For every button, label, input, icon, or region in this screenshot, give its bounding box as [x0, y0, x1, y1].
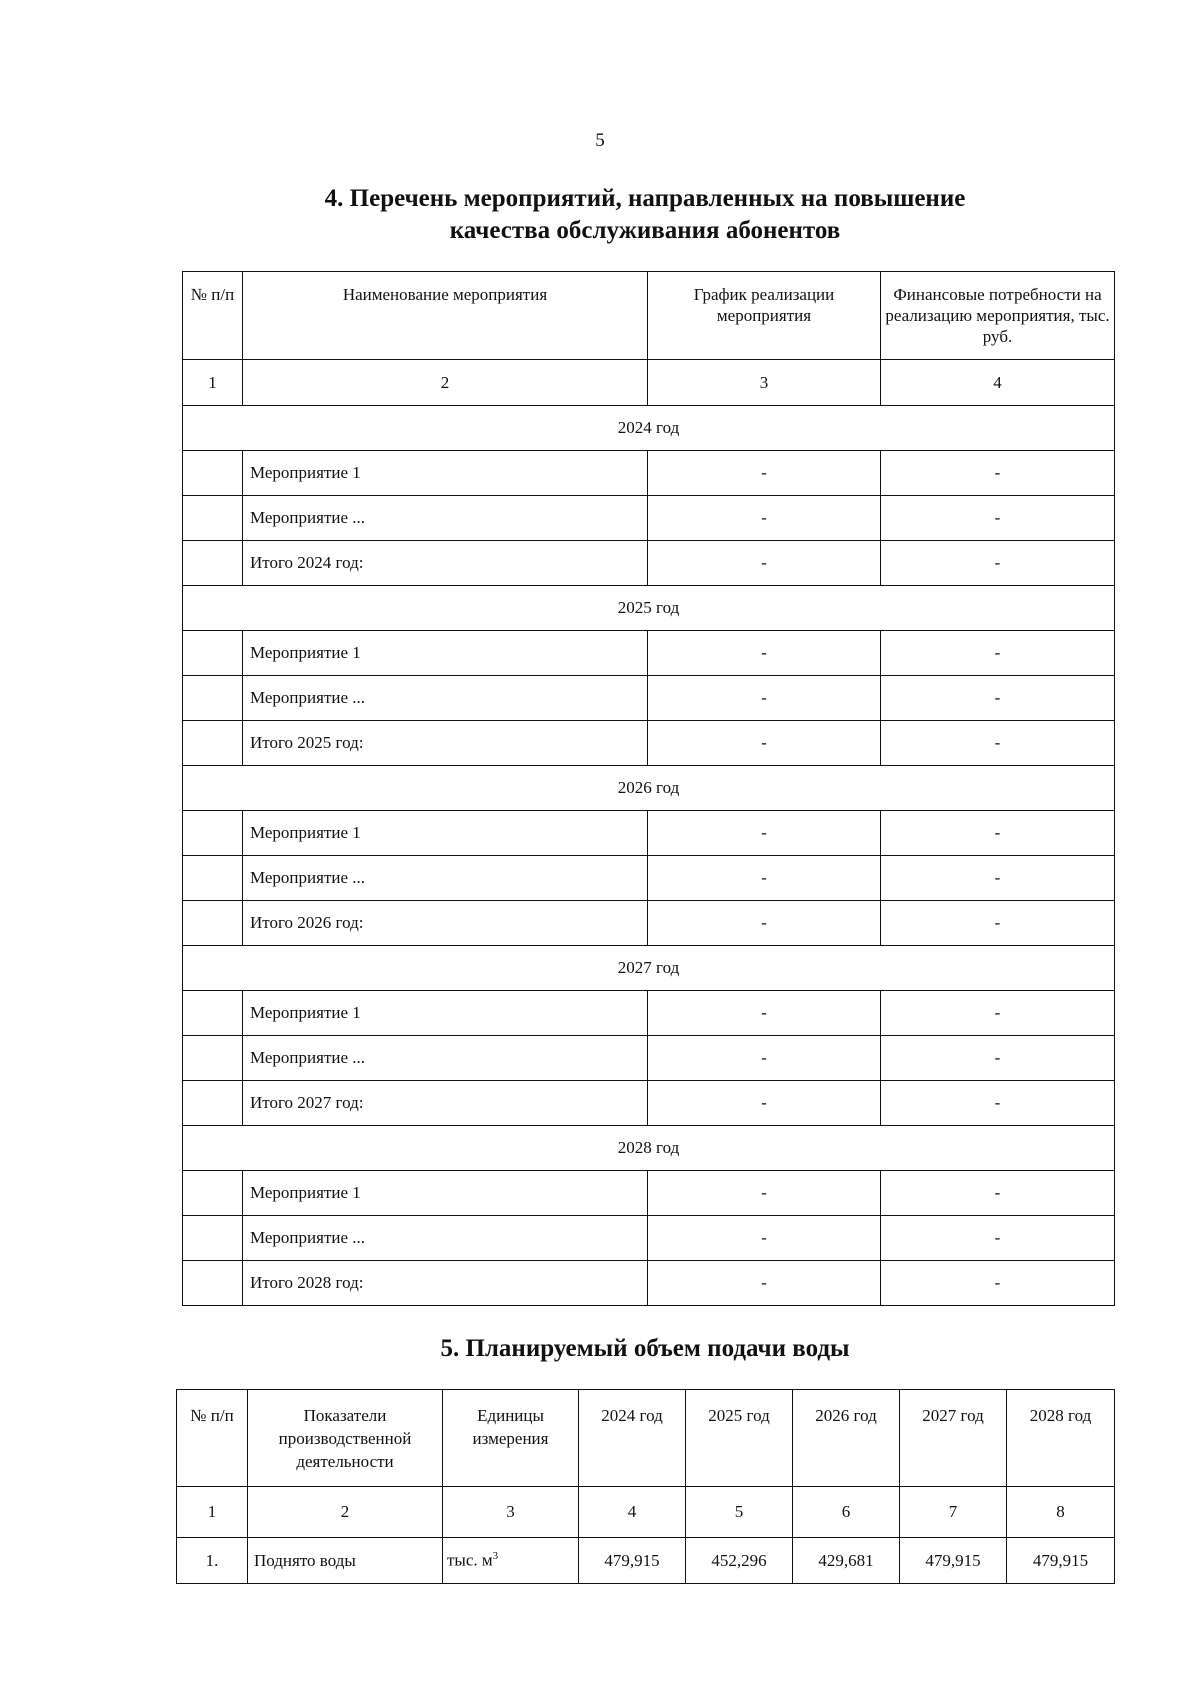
row-number: 1.: [177, 1538, 248, 1584]
measure-finance: -: [881, 721, 1115, 766]
column-numbers-row: [183, 360, 1115, 406]
measure-schedule: -: [648, 1261, 881, 1306]
row-number-cell: [183, 541, 243, 586]
column-number: 8: [1007, 1487, 1115, 1538]
row-number-cell: [183, 496, 243, 541]
year-label: 2026 год: [183, 766, 1115, 811]
row-number-cell: [183, 991, 243, 1036]
measure-finance: -: [881, 541, 1115, 586]
header-cell: № п/п: [183, 272, 243, 360]
measure-row: [183, 676, 1115, 721]
measure-row: [183, 856, 1115, 901]
section-5-title: 5. Планируемый объем подачи воды: [440, 1335, 850, 1362]
measure-schedule: -: [648, 676, 881, 721]
water-table-header: [177, 1390, 1115, 1487]
column-number: 5: [686, 1487, 793, 1538]
header-cell: 2026 год: [793, 1390, 900, 1487]
measure-name: Мероприятие ...: [243, 676, 648, 721]
measure-schedule: -: [648, 1216, 881, 1261]
measure-name: Мероприятие 1: [243, 811, 648, 856]
water-row: [177, 1538, 1115, 1584]
indicator-name: Поднято воды: [248, 1538, 443, 1584]
measures-table: [182, 271, 1115, 1306]
year-value: 429,681: [793, 1538, 900, 1584]
measure-name: Мероприятие ...: [243, 856, 648, 901]
year-row: [183, 586, 1115, 631]
header-cell: 2024 год: [579, 1390, 686, 1487]
measure-row: [183, 631, 1115, 676]
measures-table-header: [183, 272, 1115, 360]
header-cell: 2027 год: [900, 1390, 1007, 1487]
row-number-cell: [183, 676, 243, 721]
measure-name: Мероприятие 1: [243, 451, 648, 496]
measure-finance: -: [881, 1036, 1115, 1081]
row-number-cell: [183, 1261, 243, 1306]
column-number: 1: [183, 360, 243, 406]
measure-name: Мероприятие 1: [243, 1171, 648, 1216]
header-cell: 2025 год: [686, 1390, 793, 1487]
year-label: 2027 год: [183, 946, 1115, 991]
measure-name: Итого 2028 год:: [243, 1261, 648, 1306]
measure-finance: -: [881, 451, 1115, 496]
column-number: 3: [443, 1487, 579, 1538]
header-cell: Финансовые потребности на реализацию мероприятия, тыс. руб.: [881, 272, 1115, 360]
header-cell: № п/п: [177, 1390, 248, 1487]
section-4-title-line-2: качества обслуживания абонентов: [449, 217, 841, 244]
measure-row: [183, 1261, 1115, 1306]
year-value: 479,915: [1007, 1538, 1115, 1584]
measure-row: [183, 1216, 1115, 1261]
measure-row: [183, 721, 1115, 766]
row-number-cell: [183, 1216, 243, 1261]
column-number: 3: [648, 360, 881, 406]
measure-name: Итого 2025 год:: [243, 721, 648, 766]
measure-finance: -: [881, 991, 1115, 1036]
row-number-cell: [183, 1171, 243, 1216]
year-row: [183, 766, 1115, 811]
measure-schedule: -: [648, 991, 881, 1036]
column-number: 6: [793, 1487, 900, 1538]
column-number: 4: [579, 1487, 686, 1538]
measure-name: Мероприятие ...: [243, 496, 648, 541]
measure-row: [183, 991, 1115, 1036]
row-number-cell: [183, 856, 243, 901]
measure-finance: -: [881, 811, 1115, 856]
measure-schedule: -: [648, 451, 881, 496]
header-cell: Показатели производственной деятельности: [248, 1390, 443, 1487]
measure-name: Итого 2024 год:: [243, 541, 648, 586]
measure-finance: -: [881, 1171, 1115, 1216]
measure-schedule: -: [648, 496, 881, 541]
measure-name: Мероприятие 1: [243, 991, 648, 1036]
column-number: 2: [243, 360, 648, 406]
measure-schedule: -: [648, 901, 881, 946]
row-number-cell: [183, 1036, 243, 1081]
year-row: [183, 406, 1115, 451]
year-row: [183, 1126, 1115, 1171]
measure-row: [183, 811, 1115, 856]
column-numbers-row: [177, 1487, 1115, 1538]
measure-row: [183, 541, 1115, 586]
measure-finance: -: [881, 676, 1115, 721]
year-row: [183, 946, 1115, 991]
unit-text: тыс. м: [447, 1550, 493, 1570]
year-label: 2024 год: [183, 406, 1115, 451]
year-value: 479,915: [900, 1538, 1007, 1584]
page-number: 5: [595, 130, 605, 151]
column-number: 2: [248, 1487, 443, 1538]
measure-row: [183, 451, 1115, 496]
measure-finance: -: [881, 856, 1115, 901]
measure-row: [183, 1171, 1115, 1216]
measure-name: Мероприятие ...: [243, 1216, 648, 1261]
measure-row: [183, 1036, 1115, 1081]
unit-cell: [443, 1538, 579, 1584]
measure-schedule: -: [648, 541, 881, 586]
row-number-cell: [183, 451, 243, 496]
measure-finance: -: [881, 496, 1115, 541]
measure-schedule: -: [648, 1171, 881, 1216]
water-supply-table: [176, 1389, 1115, 1584]
measure-schedule: -: [648, 856, 881, 901]
header-cell: График реализации мероприятия: [648, 272, 881, 360]
section-4-title-line-1: 4. Перечень мероприятий, направленных на повышение: [324, 185, 966, 212]
measure-finance: -: [881, 901, 1115, 946]
column-number: 4: [881, 360, 1115, 406]
section-4-title: [170, 183, 1120, 247]
measure-schedule: -: [648, 721, 881, 766]
measure-finance: -: [881, 1081, 1115, 1126]
year-value: 479,915: [579, 1538, 686, 1584]
column-number: 1: [177, 1487, 248, 1538]
measure-schedule: -: [648, 811, 881, 856]
year-value: 452,296: [686, 1538, 793, 1584]
measure-schedule: -: [648, 631, 881, 676]
measure-finance: -: [881, 1216, 1115, 1261]
measure-finance: -: [881, 1261, 1115, 1306]
unit-superscript: 3: [492, 1550, 499, 1563]
row-number-cell: [183, 901, 243, 946]
measure-row: [183, 1081, 1115, 1126]
row-number-cell: [183, 811, 243, 856]
header-cell: 2028 год: [1007, 1390, 1115, 1487]
measure-name: Мероприятие ...: [243, 1036, 648, 1081]
header-cell: Наименование мероприятия: [243, 272, 648, 360]
header-cell: Единицы измерения: [443, 1390, 579, 1487]
measure-name: Итого 2026 год:: [243, 901, 648, 946]
row-number-cell: [183, 631, 243, 676]
year-label: 2025 год: [183, 586, 1115, 631]
measure-schedule: -: [648, 1036, 881, 1081]
row-number-cell: [183, 721, 243, 766]
measure-schedule: -: [648, 1081, 881, 1126]
measure-name: Мероприятие 1: [243, 631, 648, 676]
measure-name: Итого 2027 год:: [243, 1081, 648, 1126]
measure-finance: -: [881, 631, 1115, 676]
measure-row: [183, 901, 1115, 946]
year-label: 2028 год: [183, 1126, 1115, 1171]
measure-row: [183, 496, 1115, 541]
column-number: 7: [900, 1487, 1007, 1538]
row-number-cell: [183, 1081, 243, 1126]
